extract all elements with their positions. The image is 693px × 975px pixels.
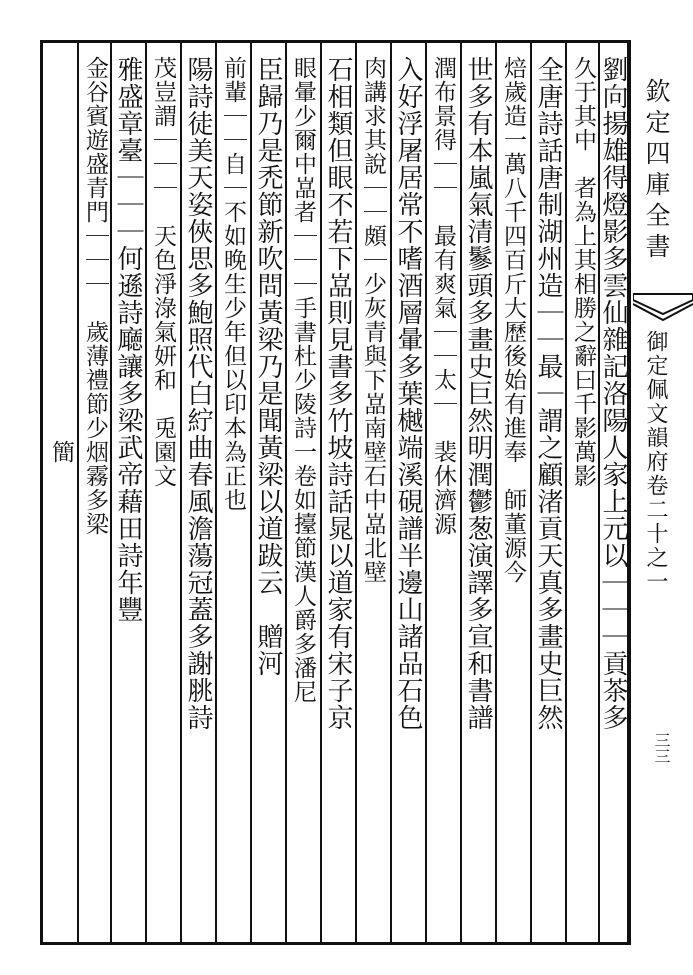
text-column: 肉講求其說｜｜頗｜少灰青與下嵓南壁石中嵓北壁 [360,56,386,584]
text-column: 入好浮屠居常不嗜酒層暈多葉樾端溪硯譜半邊山諸品石色 [393,56,423,731]
column-rule [390,40,392,945]
text-column: 雅盛章臺｜｜｜何遜詩廰讓多梁武帝藉田詩年豐 [113,56,143,623]
column-rule [145,40,147,945]
column-rule [495,40,497,945]
text-column: 久于其中 者為上其相勝之辭曰千影萬影 [570,56,596,488]
column-rule [530,40,532,945]
column-rule [250,40,252,945]
book-title: 欽定四庫全書 [642,78,671,264]
text-column: 簡 [48,56,74,464]
column-rule [110,40,112,945]
page-number: 三三 [652,732,671,764]
column-rule [77,40,79,945]
text-column: 世多有本嵐氣清鬖頭多畫史巨然明潤鬱葱演譯多宣和書譜 [463,56,493,731]
column-rule [215,40,217,945]
text-column: 茂豈謂｜｜｜ 天色淨淥氣妍和 兎園文 [150,56,176,488]
text-column: 前輩｜｜自｜不如晚生少年但以印本為正也 [220,56,246,512]
column-rule [460,40,462,945]
text-column: 潤布景得｜｜ 最有爽氣｜｜太｜ 裴休濟源 [430,56,456,536]
fish-tail-mark [633,292,693,322]
column-rule [565,40,567,945]
text-column: 臣歸乃是禿節新吹問黃梁乃是聞黃梁以道跋云 贈河 [253,56,283,677]
text-column: 劉向揚雄得燈影多雲仙雜記洛陽人家上元以｜｜｜貢茶多 [598,56,628,731]
column-rule [320,40,322,945]
text-column: 石相類但眼不若下嵓則見書多竹坡詩話晁以道家有宋子京 [323,56,353,731]
column-rule [180,40,182,945]
text-column: 金谷賓遊盛青門｜｜｜ 歲薄禮節少烟霧多梁 [82,56,108,536]
text-column: 全唐詩話唐制湖州造｜｜最｜謂之顧渚貢天真多畫史巨然 [533,56,563,731]
text-column: 眼暈少爾中嵓者｜｜｜手書杜少陵詩一卷如擡節漢人爵多潘尼 [290,56,316,704]
text-column: 陽詩徒美天姿俠思多鮑照代白紵曲春風澹蕩冠蓋多謝脁詩 [183,56,213,731]
column-rule [355,40,357,945]
volume-label: 御定佩文韻府卷二十之一 [643,330,668,594]
text-column: 焙歲造一萬八千四百斤大歷後始有進奉 師董源今 [500,56,526,584]
column-rule [285,40,287,945]
column-rule [425,40,427,945]
margin-rule [629,40,631,945]
